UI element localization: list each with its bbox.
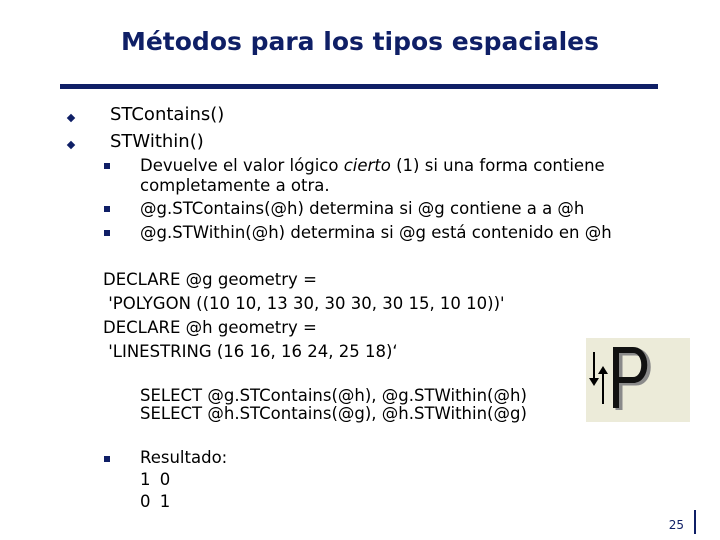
diamond-bullet-icon (67, 141, 75, 149)
sub-bullet-description-cont: completamente a otra. (140, 176, 330, 195)
description-text-b: (1) si una forma contiene (390, 156, 605, 175)
select-statement: SELECT @h.STContains(@g), @h.STWithin(@g) (140, 404, 527, 423)
result-label: Resultado: (140, 448, 228, 467)
title-divider (60, 84, 658, 89)
square-bullet-icon (104, 230, 110, 236)
square-bullet-icon (104, 206, 110, 212)
diamond-bullet-icon (67, 114, 75, 122)
square-bullet-icon (104, 456, 110, 462)
description-text-a: Devuelve el valor lógico (140, 156, 344, 175)
bullet-stcontains: STContains() (110, 104, 225, 125)
result-row: 1 0 (140, 470, 173, 489)
code-line: DECLARE @h geometry = (103, 318, 317, 337)
description-emphasis: cierto (343, 156, 391, 175)
sort-p-icon (586, 338, 690, 422)
sub-bullet-stwithin-example: @g.STWithin(@h) determina si @g está contenido en @h (140, 223, 612, 242)
bullet-stwithin: STWithin() (110, 131, 204, 152)
code-line: 'LINESTRING (16 16, 16 24, 25 18)‘ (103, 342, 398, 361)
square-bullet-icon (104, 163, 110, 169)
page-number: 25 (668, 518, 684, 532)
select-statement: SELECT @g.STContains(@h), @g.STWithin(@h) (140, 386, 527, 405)
sub-bullet-stcontains-example: @g.STContains(@h) determina si @g contiene a a @h (140, 199, 585, 218)
result-row: 0 1 (140, 492, 173, 511)
code-line: 'POLYGON ((10 10, 13 30, 30 30, 30 15, 10 10))' (103, 294, 505, 313)
slide-title: Métodos para los tipos espaciales (120, 27, 600, 56)
code-line: DECLARE @g geometry = (103, 270, 317, 289)
footer-accent-bar (694, 510, 696, 534)
sub-bullet-description (140, 156, 605, 176)
